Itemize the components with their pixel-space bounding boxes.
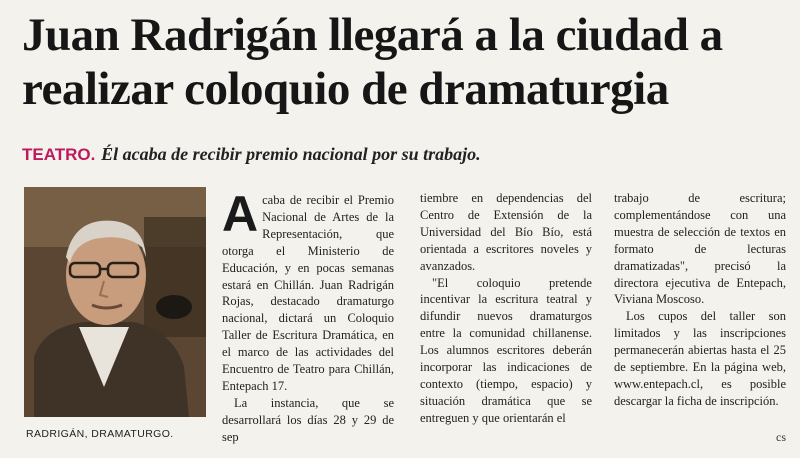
paragraph: La instancia, que se desarrollará los días 28 y 29 de sep xyxy=(222,395,394,444)
drop-cap: A xyxy=(222,186,259,242)
article-column-1 xyxy=(222,186,394,446)
headline-line-1: Juan Radrigán llegará a la ciudad a xyxy=(22,9,723,61)
photo-caption: RADRIGÁN, DRAMATURGO. xyxy=(26,428,174,440)
paragraph: trabajo de escritura; complementándose con una muestra de selección de textos en formato de lecturas dramatizadas", precisó la directora ejecutiva de Entepach, Viviana Moscoso. xyxy=(614,191,786,307)
headline-line-2: realizar coloquio de dramaturgia xyxy=(22,63,669,115)
paragraph: Los cupos del taller son limitados y las inscripciones permanecerán abiertas hasta el 25 de septiembre. En la página web, www.entepach.cl, es posible descargar la ficha de inscripción. xyxy=(614,309,786,408)
headline xyxy=(22,8,792,116)
paragraph xyxy=(222,186,394,395)
author-initials: cs xyxy=(776,430,786,444)
article-column-3 xyxy=(614,190,786,410)
article-column-2 xyxy=(420,190,592,427)
subtitle: Él acaba de recibir premio nacional por su trabajo. xyxy=(101,144,481,164)
paragraph: tiembre en dependencias del Centro de Extensión de la Universidad del Bío Bío, está orientada a escritores noveles y avanzados. xyxy=(420,191,592,273)
deck xyxy=(22,144,792,165)
portrait-photo xyxy=(24,187,206,417)
paragraph: "El coloquio pretende incentivar la escritura teatral y difundir nuevos dramaturgos entre la comunidad chillanense. Los alumnos escritores deberán incorporar las indicaciones de contexto (tiempo, espacio) y situación dramática que se entreguen y que orientarán el xyxy=(420,275,592,425)
portrait-illustration xyxy=(24,187,206,417)
paragraph-text: caba de recibir el Premio Nacional de Artes de la Representación, que otorga el Ministerio de Educación, y en pocas semanas estará en Chillán. Juan Radrigán Rojas, destacado dramaturgo nacional, dictará un Coloquio Taller de Escritura Dramática, en el marco de las actividades del Encuentro de Teatro para Chillán, Entepach 17. xyxy=(222,193,394,393)
section-kicker: TEATRO. xyxy=(22,145,96,164)
